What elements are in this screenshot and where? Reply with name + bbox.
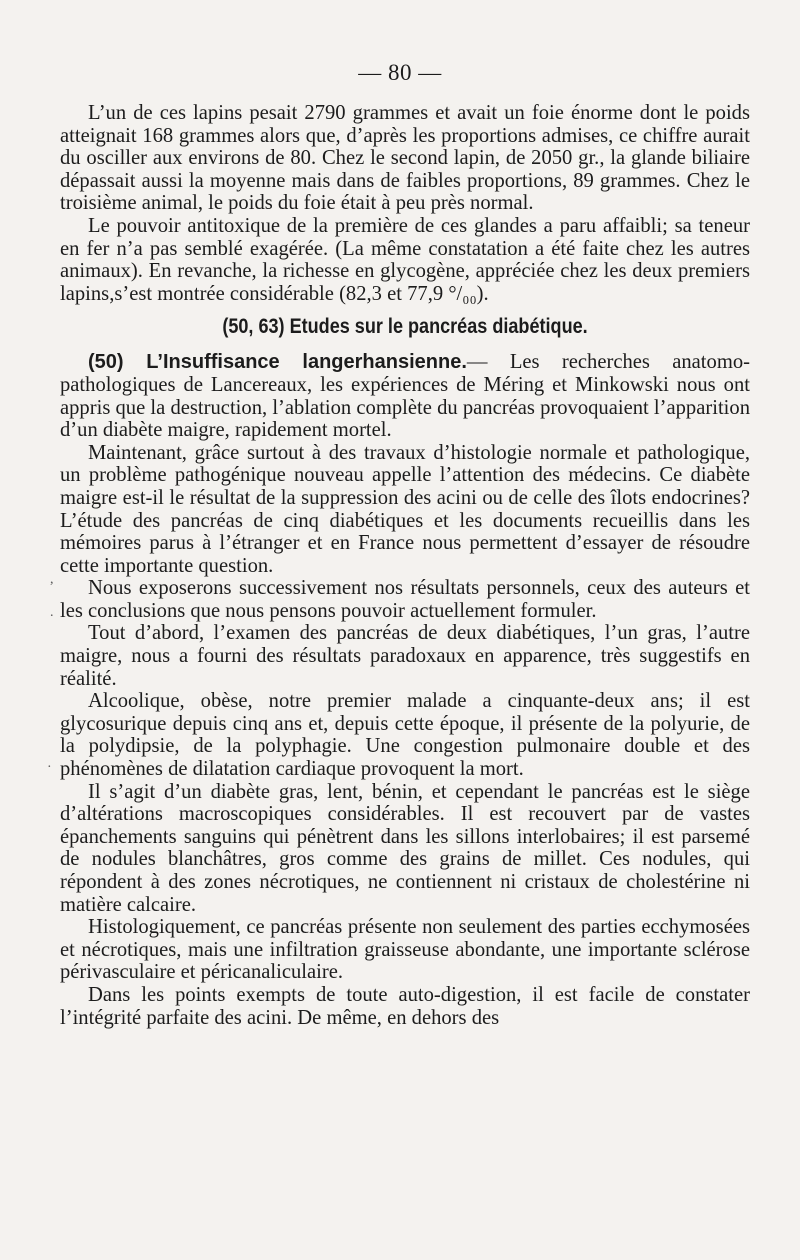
body-text: [60, 102, 750, 1029]
paragraph-antitoxic-power: Le pouvoir antitoxique de la première de ces glandes a paru affaibli; sa teneur en fer n’a pas semblé exagérée. (La même constatation a été faite chez les autres animaux). En revanche, la richesse en glycogène, appréciée chez les deux premiers lapins,s’est montrée considérable (82,3 et 77,9 °/₀₀).: [60, 214, 750, 305]
paragraph-first-patient: Alcoolique, obèse, notre premier malade a cinquante-deux ans; il est glycosurique depuis cinq ans et, depuis cette époque, il présente de la polyurie, de la polydipsie, de la polyphagie. Une congestion pulmonaire double et des phénomènes de dilatation cardiaque provoquent la mort.: [60, 690, 750, 781]
margin-speck: ·: [47, 760, 52, 775]
paragraph-langerhans-insufficiency: [60, 351, 750, 441]
paragraph-pathogenic-problem: Maintenant, grâce surtout à des travaux d’histologie normale et pathologique, un problème pathogénique nouveau appelle l’attention des médecins. Ce diabète maigre est-il le résultat de la suppression des acini ou de celle des îlots endocrines? L’étude des pancréas de cinq diabétiques et les documents recueillis dans les mémoires parus à l’étranger et en France nous permettent d’essayer de résoudre cette importante question.: [60, 441, 750, 577]
paragraph-exposition: Nous exposerons successivement nos résultats personnels, ceux des auteurs et les conclusions que nous pensons pouvoir actuellement formuler.: [60, 577, 750, 622]
paragraph-fat-diabetes: Il s’agit d’un diabète gras, lent, bénin, et cependant le pancréas est le siège d’altérations macroscopiques considérables. Il est recouvert par de vastes épanchements sanguins qui pénètrent dans les sillons interlobaires; il est parsemé de nodules blanchâtres, gros comme des grains de millet. Ces nodules, qui répondent à des zones nécrotiques, ne contiennent ni cristaux de cholestérine ni matière calcaire.: [60, 780, 750, 916]
paragraph-intact-acini: Dans les points exempts de toute auto-digestion, il est facile de constater l’intégrité parfaite des acini. De même, en dehors des: [60, 983, 750, 1029]
section-heading: (50, 63) Etudes sur le pancréas diabétique.: [222, 315, 588, 339]
paragraph-rabbit-livers: L’un de ces lapins pesait 2790 grammes et avait un foie énorme dont le poids atteignait 168 grammes alors que, d’après les proportions admises, ce chiffre aurait du osciller aux environs de 80. Chez le second lapin, de 2050 gr., la glande biliaire dépassait aussi la moyenne mais dans de faibles proportions, 89 grammes. Chez le troisième animal, le poids du foie était à peu près normal.: [60, 102, 750, 215]
paragraph-histology: Histologiquement, ce pancréas présente non seulement des parties ecchymosées et nécrotiques, mais une infiltration graisseuse abondante, une importante sclérose périvasculaire et péricanaliculaire.: [60, 916, 750, 984]
paragraph-two-diabetics: Tout d’abord, l’examen des pancréas de deux diabétiques, l’un gras, l’autre maigre, nous a fourni des résultats paradoxaux en apparence, très suggestifs en réalité.: [60, 622, 750, 690]
margin-speck: ,: [50, 572, 54, 587]
paragraph-langerhans-text: — Les recherches anatomo-pathologiques de Lancereaux, les expériences de Méring et Minkowski nous ont appris que la destruction, l’ablation complète du pancréas provoquaient l’apparition d’un diabète maigre, rapidement mortel.: [60, 351, 751, 442]
margin-speck: .: [50, 605, 54, 620]
page-number: — 80 —: [358, 60, 442, 85]
subsection-title: (50) L’Insuffisance langerhansienne.: [88, 351, 467, 374]
